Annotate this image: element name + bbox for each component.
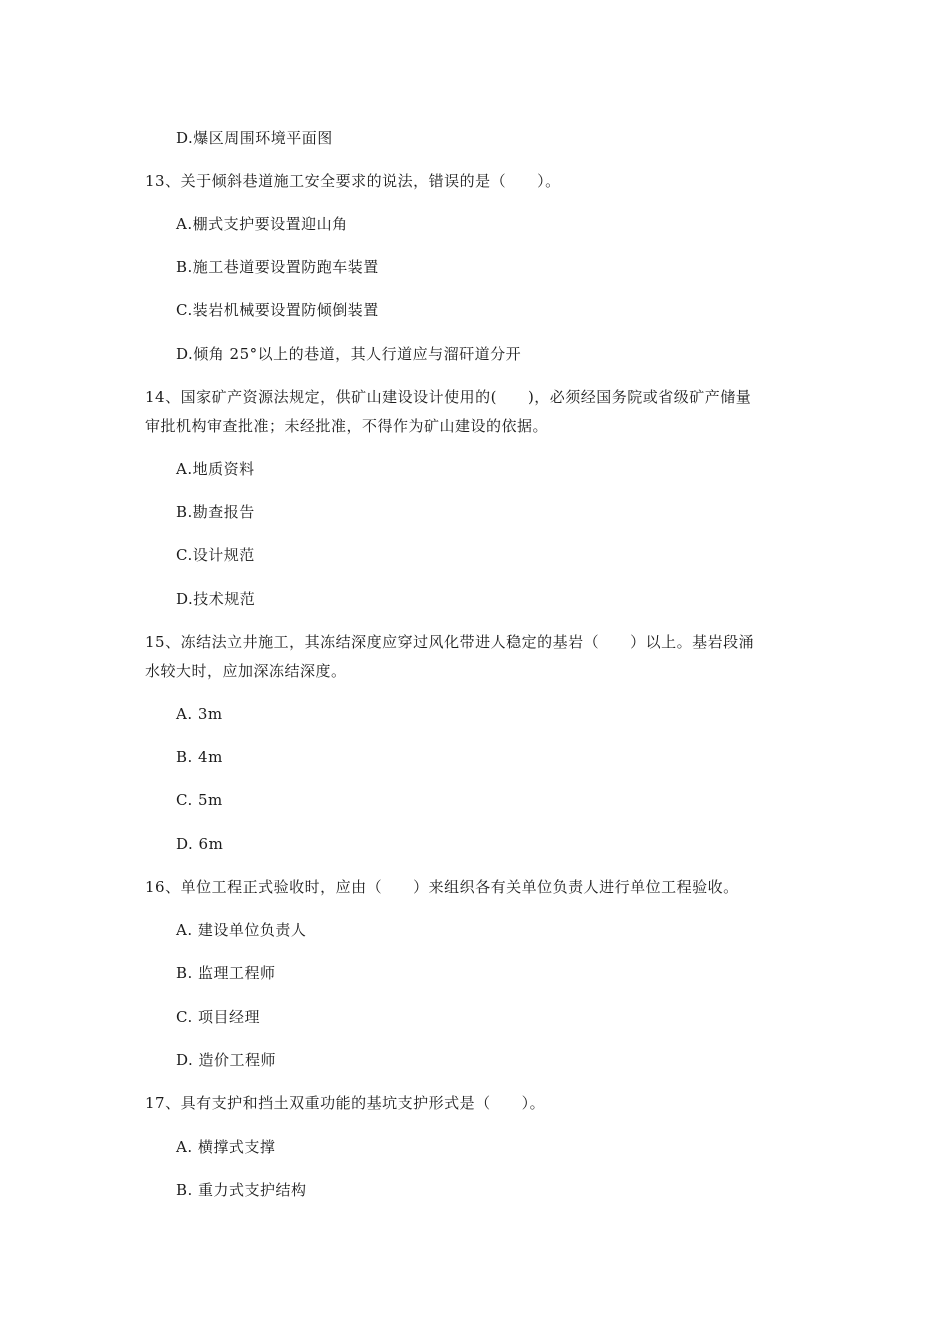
q14-option-c: C.设计规范 (176, 546, 255, 564)
q14-option-a: A.地质资料 (176, 460, 255, 478)
q17-stem: 17、具有支护和挡土双重功能的基坑支护形式是（ ）。 (145, 1094, 546, 1112)
q15-option-a: A. 3m (176, 705, 223, 723)
q16-option-c: C. 项目经理 (176, 1008, 260, 1026)
q15-option-c: C. 5m (176, 791, 223, 809)
q15-option-d: D. 6m (176, 835, 224, 853)
q14-option-d: D.技术规范 (176, 590, 256, 608)
q14-stem-line1: 14、国家矿产资源法规定，供矿山建设设计使用的( )，必须经国务院或省级矿产储量 (145, 388, 752, 406)
q13-option-c: C.装岩机械要设置防倾倒装置 (176, 301, 379, 319)
q17-option-a: A. 横撑式支撑 (176, 1138, 276, 1156)
q16-option-a: A. 建设单位负责人 (176, 921, 307, 939)
q13-option-d: D.倾角 25°以上的巷道，其人行道应与溜矸道分开 (176, 345, 522, 363)
q15-option-b: B. 4m (176, 748, 223, 766)
q14-stem-line2: 审批机构审查批准；未经批准，不得作为矿山建设的依据。 (145, 417, 549, 435)
q16-option-d: D. 造价工程师 (176, 1051, 277, 1069)
q17-option-b: B. 重力式支护结构 (176, 1181, 307, 1199)
q14-option-b: B.勘查报告 (176, 503, 255, 521)
q12-option-d: D.爆区周围环境平面图 (176, 129, 333, 147)
q13-stem: 13、关于倾斜巷道施工安全要求的说法，错误的是（ ）。 (145, 172, 561, 190)
q13-option-a: A.棚式支护要设置迎山角 (176, 215, 348, 233)
q16-option-b: B. 监理工程师 (176, 964, 276, 982)
q16-stem: 16、单位工程正式验收时，应由（ ）来组织各有关单位负责人进行单位工程验收。 (145, 878, 739, 896)
q15-stem-line1: 15、冻结法立井施工，其冻结深度应穿过风化带进人稳定的基岩（ ）以上。基岩段涌 (145, 633, 755, 651)
q15-stem-line2: 水较大时，应加深冻结深度。 (145, 662, 347, 680)
q13-option-b: B.施工巷道要设置防跑车装置 (176, 258, 379, 276)
